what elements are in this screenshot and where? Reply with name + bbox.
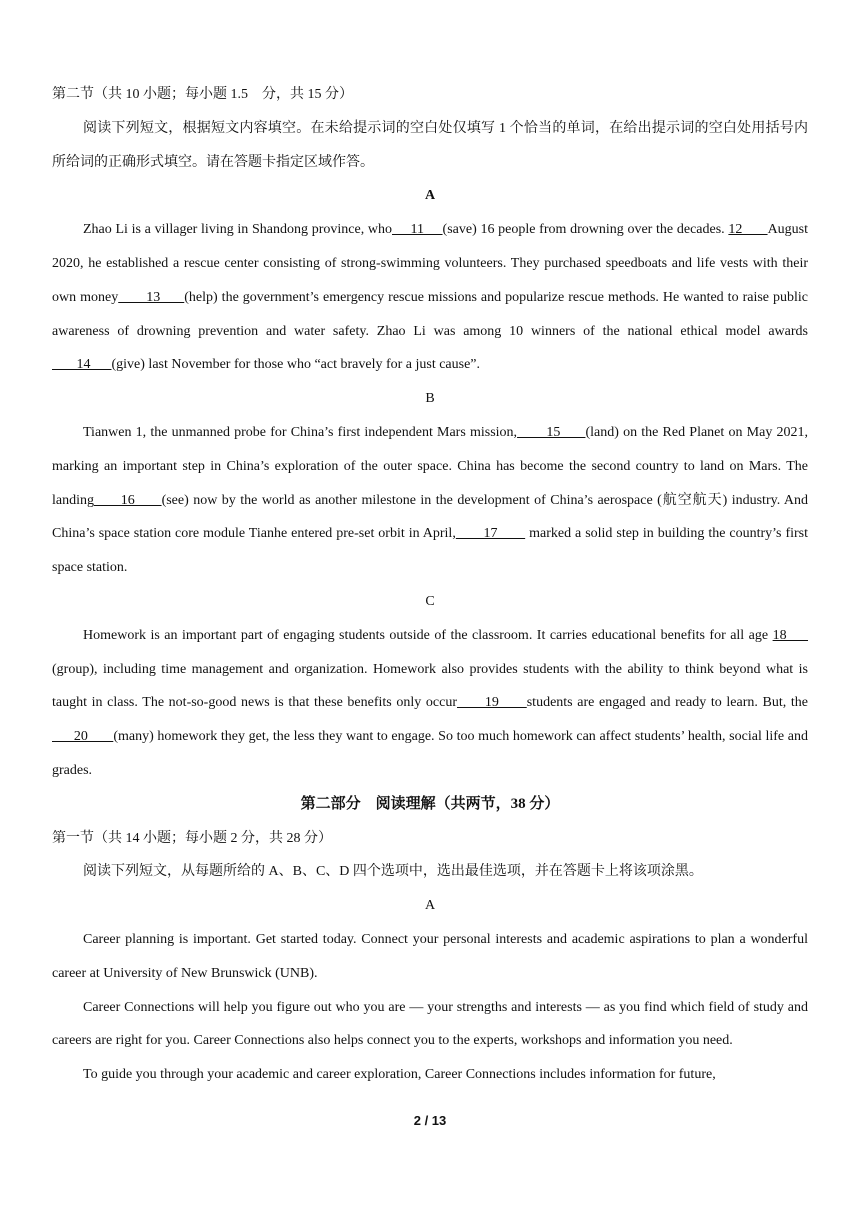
passage-text: (group), including time management and organization. Homework also provides students with the ability to think beyond what is taught in class. The not-so-good news is that these benefits only occur <box>52 661 808 711</box>
passage-text: (help) the government’s emergency rescue missions and popularize rescue methods. He wanted to raise public awareness of drowning prevention and water safety. Zhao Li was among 10 winners of the national ethical model awards <box>52 289 808 339</box>
passage-text: Tianwen 1, the unmanned probe for China’s first independent Mars mission, <box>83 424 518 440</box>
instructions: 阅读下列短文，从每题所给的 A、B、C、D 四个选项中，选出最佳选项，并在答题卡上将该项涂黑。 <box>83 864 703 880</box>
reading-paragraph: Career Connections will help you figure out who you are — your strengths and interests — as you find which field of study and careers are right for you. Career Connections also helps connect you to the experts, workshops and information you need. <box>52 999 808 1049</box>
reading-paragraph: To guide you through your academic and career exploration, Career Connections includes information for future, <box>83 1067 716 1083</box>
section-header: 第一节（共 14 小题；每小题 2 分，共 28 分） <box>52 830 332 846</box>
passage-text: August 2020, he established a rescue center consisting of strong-swimming volunteers. They purchased speedboats and life vests with their own money <box>52 222 809 305</box>
page-number: 2 / 13 <box>413 1113 447 1128</box>
passage-c-paragraph <box>52 619 808 788</box>
passage-text: students are engaged and ready to learn. But, the <box>526 695 809 711</box>
exam-page <box>52 78 808 1092</box>
answer-blank-18[interactable]: 18 <box>772 627 809 643</box>
instructions: 阅读下列短文，根据短文内容填空。在未给提示词的空白处仅填写 1 个恰当的单词，在给出提示词的空白处用括号内所给词的正确形式填空。请在答题卡指定区域作答。 <box>52 120 808 170</box>
passage-text: Homework is an important part of engaging students outside of the classroom. It carries educational benefits for all age <box>83 627 769 643</box>
answer-blank-13[interactable]: 13 <box>118 289 185 305</box>
reading-paragraph: Career planning is important. Get started today. Connect your personal interests and academic aspirations to plan a wonderful career at University of New Brunswick (UNB). <box>52 931 808 981</box>
passage-text: (land) on the Red Planet on May 2021, marking an important step in China’s exploration of the outer space. China has become the second country to land on Mars. The landing <box>52 424 809 508</box>
part-title: 第二部分 阅读理解（共两节，38 分） <box>300 795 560 812</box>
answer-blank-12[interactable]: 12 <box>728 222 768 238</box>
answer-blank-14[interactable]: 14 <box>52 357 112 373</box>
passage-label-a: A <box>424 898 436 914</box>
passage-a-paragraph <box>52 213 808 382</box>
passage-text: (many) homework they get, the less they want to engage. So too much homework can affect students’ health, social life and grades. <box>52 729 808 778</box>
passage-label-c: C <box>425 593 435 609</box>
answer-blank-20[interactable]: 20 <box>52 729 114 745</box>
answer-blank-15[interactable]: 15 <box>517 424 586 440</box>
passage-label-b: B <box>425 391 435 407</box>
passage-text: (give) last November for those who “act bravely for a just cause”. <box>111 357 481 373</box>
answer-blank-11[interactable]: 11 <box>392 222 443 238</box>
passage-text: marked a solid step in building the country’s first space station. <box>52 526 809 576</box>
passage-text: Zhao Li is a villager living in Shandong province, who <box>83 222 393 238</box>
passage-b-paragraph <box>52 416 808 585</box>
answer-blank-17[interactable]: 17 <box>455 526 526 542</box>
section-header: 第二节（共 10 小题；每小题 1.5 分，共 15 分） <box>52 87 353 102</box>
passage-text: (see) now by the world as another milestone in the development of China’s aerospace (航空航天) industry. And China’s space station core module Tianhe entered pre-set orbit in April, <box>52 492 808 542</box>
answer-blank-19[interactable]: 19 <box>457 695 527 711</box>
passage-text: (save) 16 people from drowning over the decades. <box>442 222 725 238</box>
passage-label-a: A <box>424 188 436 204</box>
answer-blank-16[interactable]: 16 <box>94 492 162 508</box>
